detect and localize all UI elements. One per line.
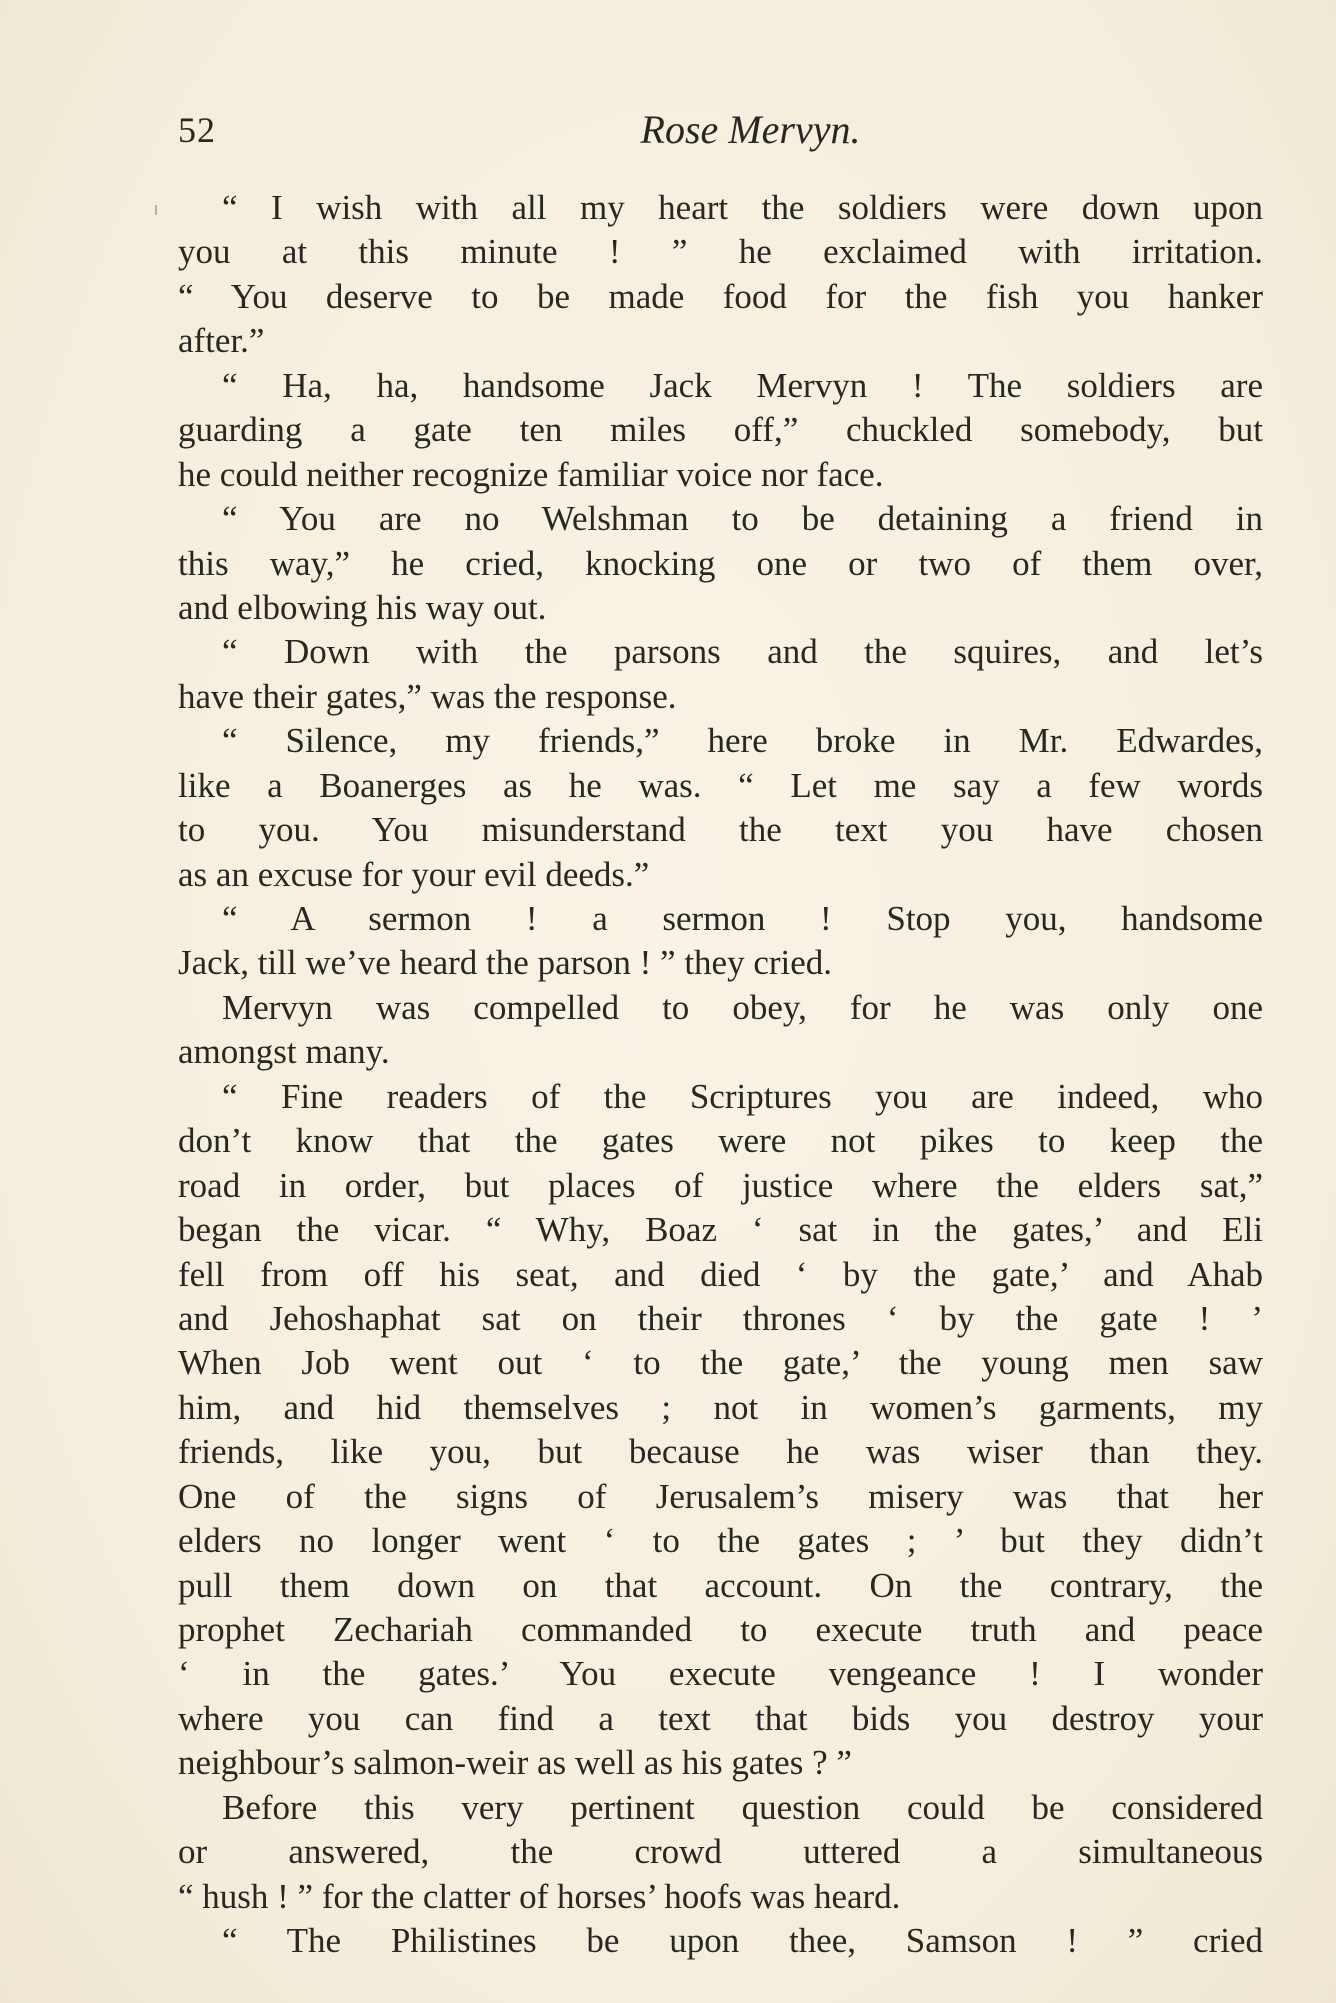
- text-line: where you can find a text that bids you destroy your: [178, 1698, 1263, 1738]
- margin-mark: [155, 205, 157, 215]
- page-number: 52: [178, 110, 216, 150]
- body-text: [178, 186, 1263, 1964]
- text-line: “ A sermon ! a sermon ! Stop you, handsome: [222, 899, 1263, 938]
- text-line: him, and hid themselves ; not in women’s garments, my: [178, 1387, 1263, 1427]
- text-line: Jack, till we’ve heard the parson ! ” they cried.: [178, 943, 833, 983]
- text-line: began the vicar. “ Why, Boaz ‘ sat in the gates,’ and Eli: [178, 1210, 1263, 1250]
- text-line: he could neither recognize familiar voice nor face.: [178, 454, 884, 494]
- text-line: “ Ha, ha, handsome Jack Mervyn ! The soldiers are: [222, 365, 1263, 405]
- text-line: you at this minute ! ” he exclaimed with irritation.: [178, 232, 1263, 272]
- text-line: friends, like you, but because he was wiser than they.: [178, 1432, 1263, 1472]
- text-line: One of the signs of Jerusalem’s misery was that her: [178, 1476, 1263, 1516]
- text-line: have their gates,” was the response.: [178, 676, 677, 716]
- text-line: this way,” he cried, knocking one or two of them over,: [178, 543, 1263, 583]
- text-line: guarding a gate ten miles off,” chuckled somebody, but: [178, 410, 1263, 450]
- text-line: and Jehoshaphat sat on their thrones ‘ by the gate ! ’: [178, 1298, 1263, 1338]
- text-line: and elbowing his way out.: [178, 587, 547, 627]
- text-line: amongst many.: [178, 1032, 390, 1072]
- text-line: When Job went out ‘ to the gate,’ the young men saw: [178, 1343, 1263, 1383]
- text-line: ‘ in the gates.’ You execute vengeance ! I wonder: [178, 1654, 1263, 1694]
- text-line: “ Fine readers of the Scriptures you are indeed, who: [222, 1076, 1263, 1116]
- text-line: as an excuse for your evil deeds.”: [178, 854, 650, 894]
- text-line: after.”: [178, 321, 265, 361]
- text-line: to you. You misunderstand the text you have chosen: [178, 810, 1263, 850]
- text-line: “ Silence, my friends,” here broke in Mr. Edwardes,: [222, 721, 1263, 761]
- text-line: don’t know that the gates were not pikes to keep the: [178, 1121, 1263, 1161]
- text-line: road in order, but places of justice where the elders sat,”: [178, 1165, 1263, 1205]
- running-head: [178, 100, 1263, 160]
- text-line: “ hush ! ” for the clatter of horses’ hoofs was heard.: [178, 1876, 901, 1916]
- text-line: elders no longer went ‘ to the gates ; ’ but they didn’t: [178, 1521, 1263, 1561]
- text-line: Before this very pertinent question could be considered: [222, 1787, 1263, 1827]
- text-line: “ Down with the parsons and the squires, and let’s: [222, 632, 1263, 672]
- text-line: “ The Philistines be upon thee, Samson ! ” cried: [222, 1921, 1263, 1961]
- text-line: prophet Zechariah commanded to execute truth and peace: [178, 1610, 1263, 1649]
- text-line: neighbour’s salmon-weir as well as his gates ? ”: [178, 1743, 852, 1783]
- text-line: “ I wish with all my heart the soldiers were down upon: [222, 188, 1263, 227]
- text-line: “ You deserve to be made food for the fish you hanker: [178, 276, 1263, 316]
- text-line: pull them down on that account. On the contrary, the: [178, 1565, 1263, 1605]
- text-line: fell from off his seat, and died ‘ by the gate,’ and Ahab: [178, 1254, 1263, 1294]
- text-line: Mervyn was compelled to obey, for he was only one: [222, 987, 1263, 1027]
- text-line: like a Boanerges as he was. “ Let me say a few words: [178, 765, 1263, 805]
- text-line: or answered, the crowd uttered a simultaneous: [178, 1832, 1263, 1872]
- text-line: “ You are no Welshman to be detaining a friend in: [222, 499, 1263, 539]
- running-title: Rose Mervyn.: [640, 107, 861, 152]
